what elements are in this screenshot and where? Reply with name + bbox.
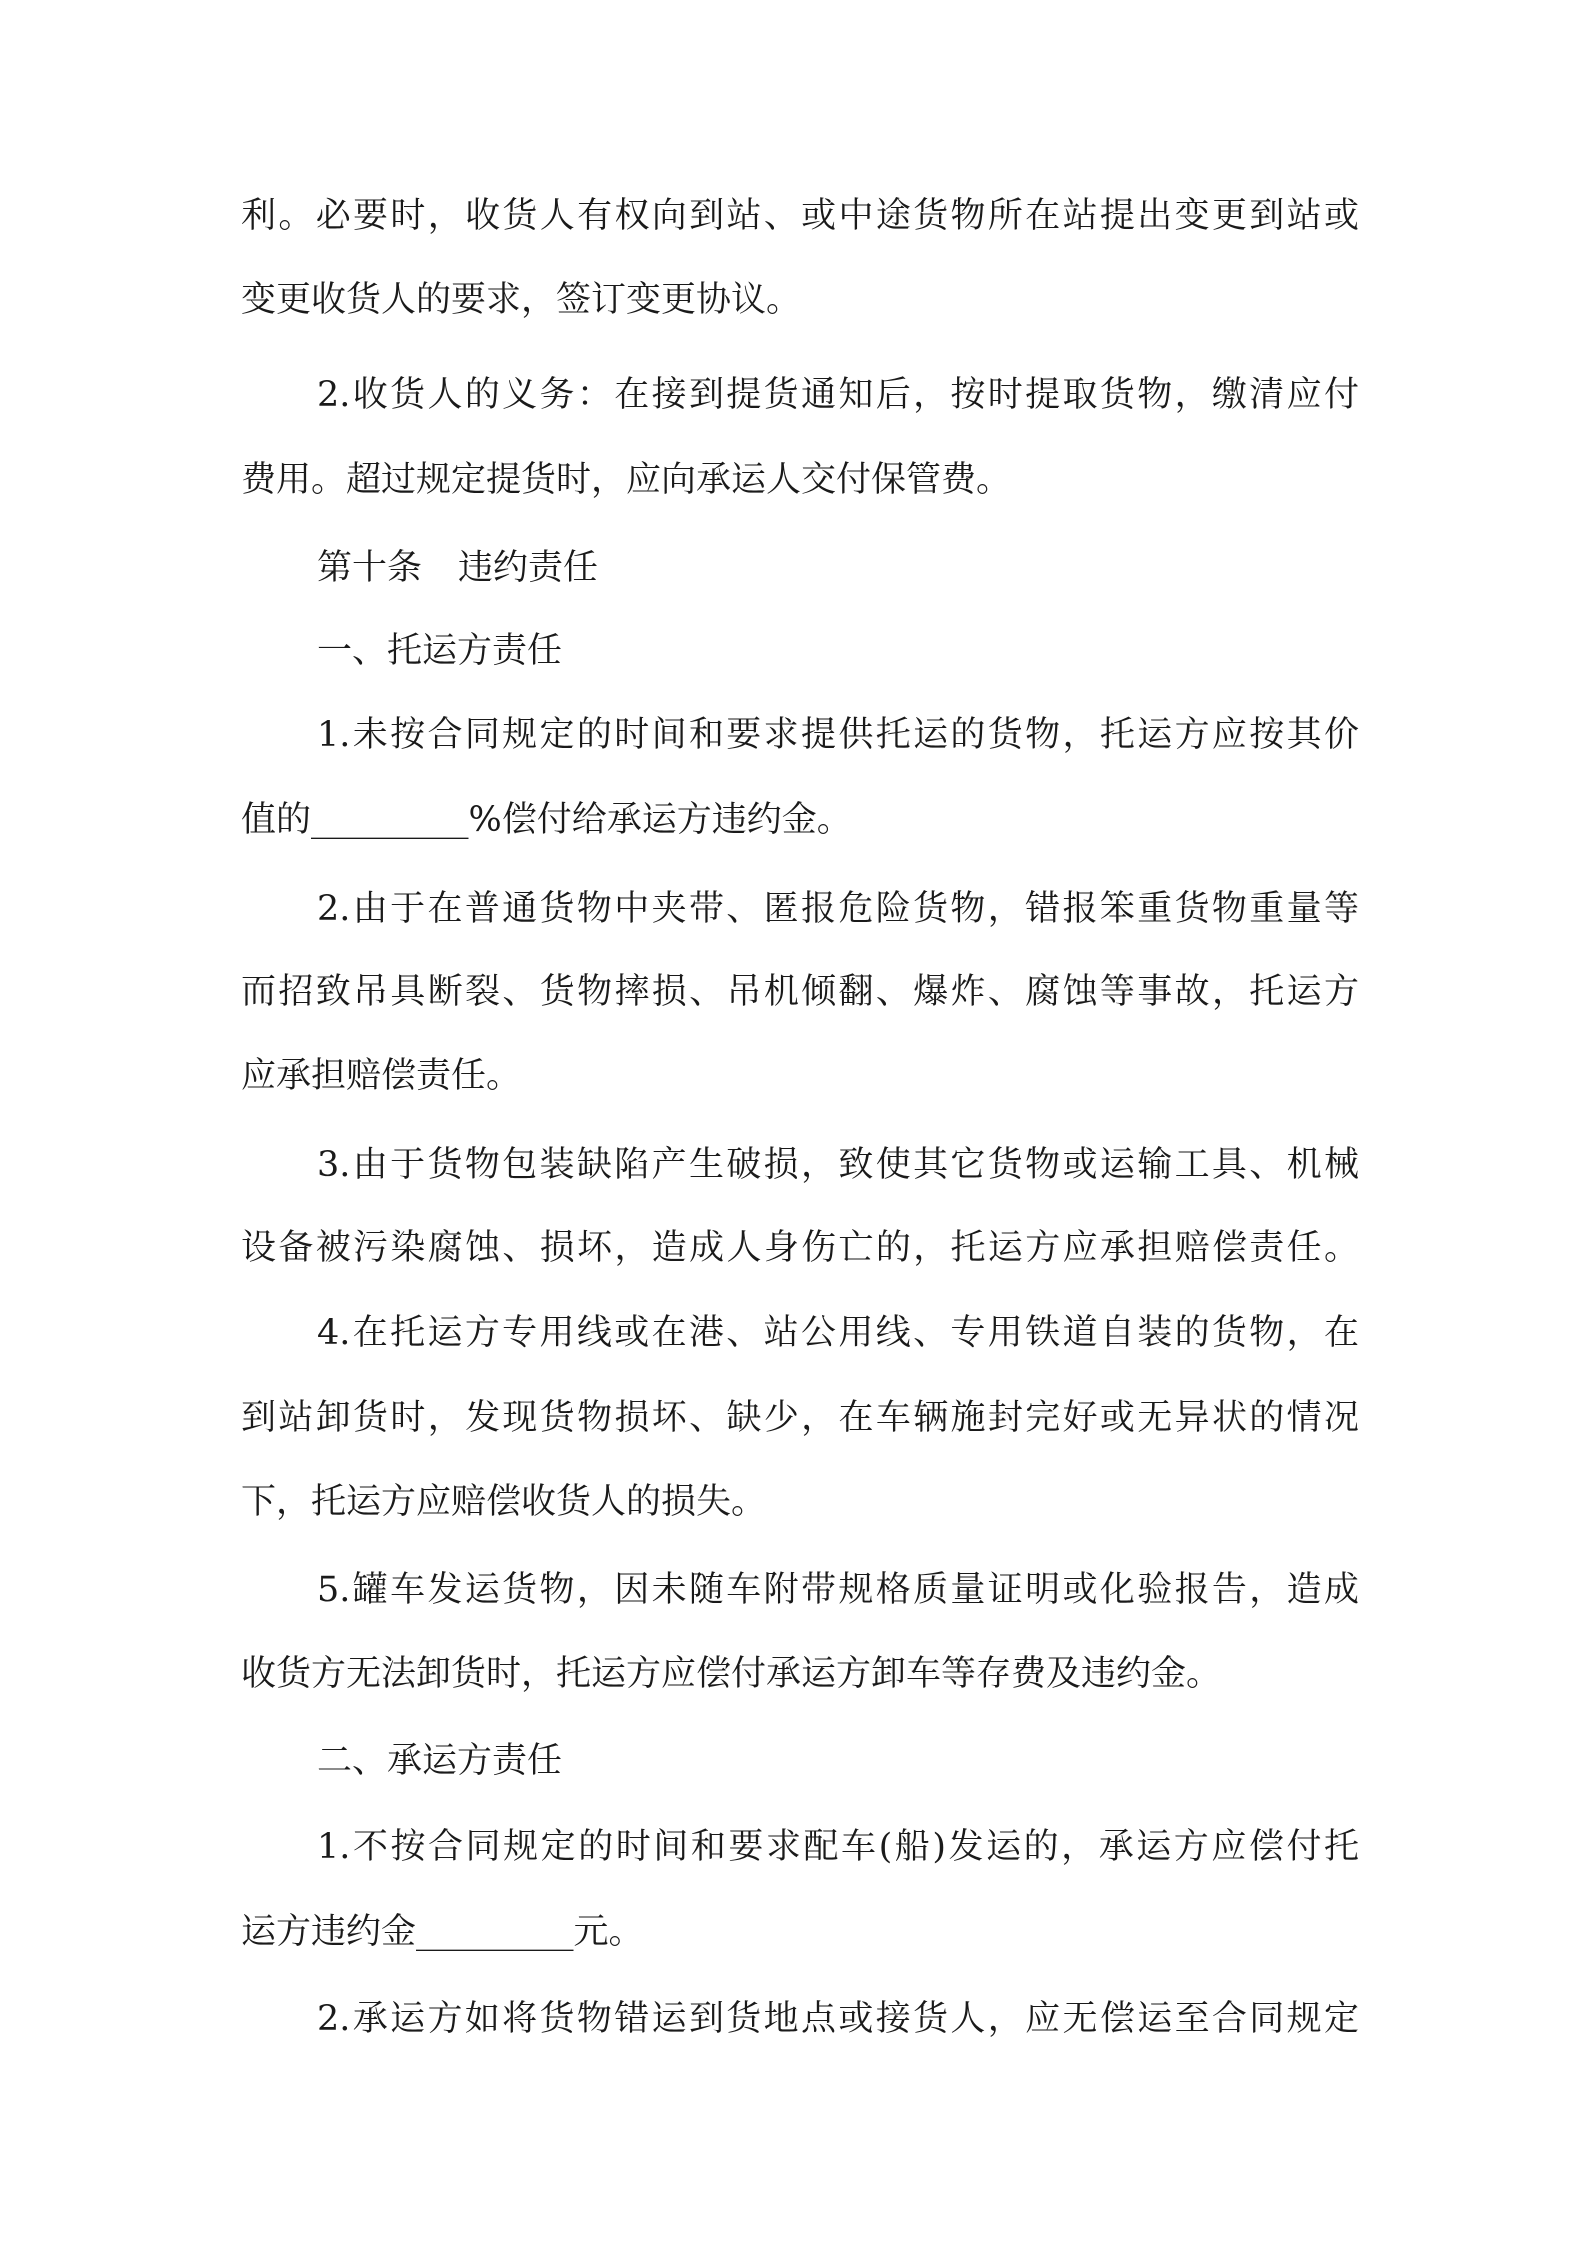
text-line: 2.收货人的义务：在接到提货通知后，按时提取货物，缴清应付	[317, 375, 1359, 415]
text-line: 而招致吊具断裂、货物摔损、吊机倾翻、爆炸、腐蚀等事故，托运方	[241, 972, 1359, 1012]
subsection-heading: 一、托运方责任	[317, 631, 563, 671]
text-line: 1.未按合同规定的时间和要求提供托运的货物，托运方应按其价	[317, 715, 1359, 755]
text-line: 1.不按合同规定的时间和要求配车(船)发运的，承运方应偿付托	[317, 1827, 1359, 1867]
text-line: 下，托运方应赔偿收货人的损失。	[241, 1482, 767, 1522]
text-line: 到站卸货时，发现货物损坏、缺少，在车辆施封完好或无异状的情况	[241, 1398, 1359, 1438]
text-line: 值的_________%偿付给承运方违约金。	[241, 800, 852, 840]
text-line: 5.罐车发运货物，因未随车附带规格质量证明或化验报告，造成	[317, 1570, 1359, 1610]
text-line: 变更收货人的要求，签订变更协议。	[241, 280, 802, 320]
text-line: 应承担赔偿责任。	[241, 1056, 522, 1096]
text-line: 运方违约金_________元。	[241, 1912, 644, 1952]
text-line: 2.承运方如将货物错运到货地点或接货人，应无偿运至合同规定	[317, 1999, 1359, 2039]
text-line: 利。必要时，收货人有权向到站、或中途货物所在站提出变更到站或	[241, 196, 1359, 236]
article-title: 违约责任	[458, 548, 599, 588]
text-line: 3.由于货物包装缺陷产生破损，致使其它货物或运输工具、机械	[317, 1145, 1359, 1185]
subsection-heading: 二、承运方责任	[317, 1741, 563, 1781]
text-line: 4.在托运方专用线或在港、站公用线、专用铁道自装的货物，在	[317, 1313, 1359, 1353]
section-heading	[317, 547, 598, 589]
text-line: 收货方无法卸货时，托运方应偿付承运方卸车等存费及违约金。	[241, 1654, 1222, 1694]
text-line: 2.由于在普通货物中夹带、匿报危险货物，错报笨重货物重量等	[317, 889, 1359, 929]
article-number: 第十条	[317, 548, 423, 588]
text-line: 费用。超过规定提货时，应向承运人交付保管费。	[241, 460, 1012, 500]
text-line: 设备被污染腐蚀、损坏，造成人身伤亡的，托运方应承担赔偿责任。	[241, 1228, 1359, 1268]
